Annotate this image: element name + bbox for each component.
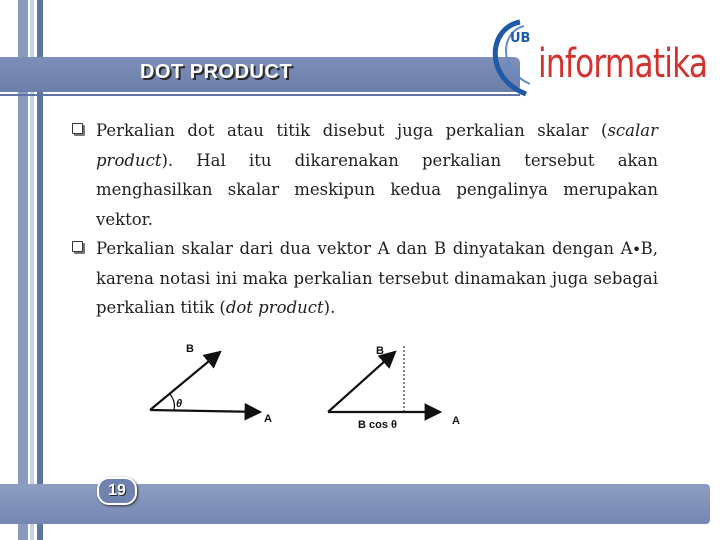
bullet-text: Perkalian skalar dari dua vektor A dan B dinyatakan dengan A∙B, karena notasi ini maka perkalian tersebut dinamakan juga sebagai perkalian titik (dot product).: [96, 239, 658, 317]
informatika-logo: [480, 18, 716, 100]
vector-diagram-right: [328, 345, 460, 431]
checkbox-bullet-icon: [72, 241, 83, 252]
logo-ub-mark: UB: [510, 31, 531, 46]
label-projection: B cos θ: [358, 419, 397, 431]
title-underline: [0, 94, 520, 96]
label-b: B: [186, 343, 194, 355]
page-number-badge: 19: [97, 477, 137, 505]
vector-a-arrow: [150, 410, 260, 412]
bullet-list: [72, 116, 658, 323]
bullet-item: [72, 234, 658, 323]
logo-text: informatika: [538, 41, 708, 87]
label-a: A: [264, 413, 272, 425]
bullet-item: [72, 116, 658, 234]
label-angle: θ: [176, 398, 183, 410]
label-b: B: [376, 345, 384, 357]
vector-b-arrow: [328, 352, 395, 412]
checkbox-bullet-icon: [72, 123, 83, 134]
slide-title: DOT PRODUCT: [140, 61, 293, 83]
vector-diagram-left: [150, 343, 272, 425]
bullet-text: Perkalian dot atau titik disebut juga perkalian skalar (scalar product). Hal itu dikarenakan perkalian tersebut akan menghasilkan skalar meskipun kedua pengalinya merupakan vektor.: [96, 121, 658, 229]
label-a: A: [452, 415, 460, 427]
vector-diagram: [140, 332, 480, 437]
angle-arc-icon: [170, 394, 175, 410]
vector-b-arrow: [150, 352, 220, 410]
